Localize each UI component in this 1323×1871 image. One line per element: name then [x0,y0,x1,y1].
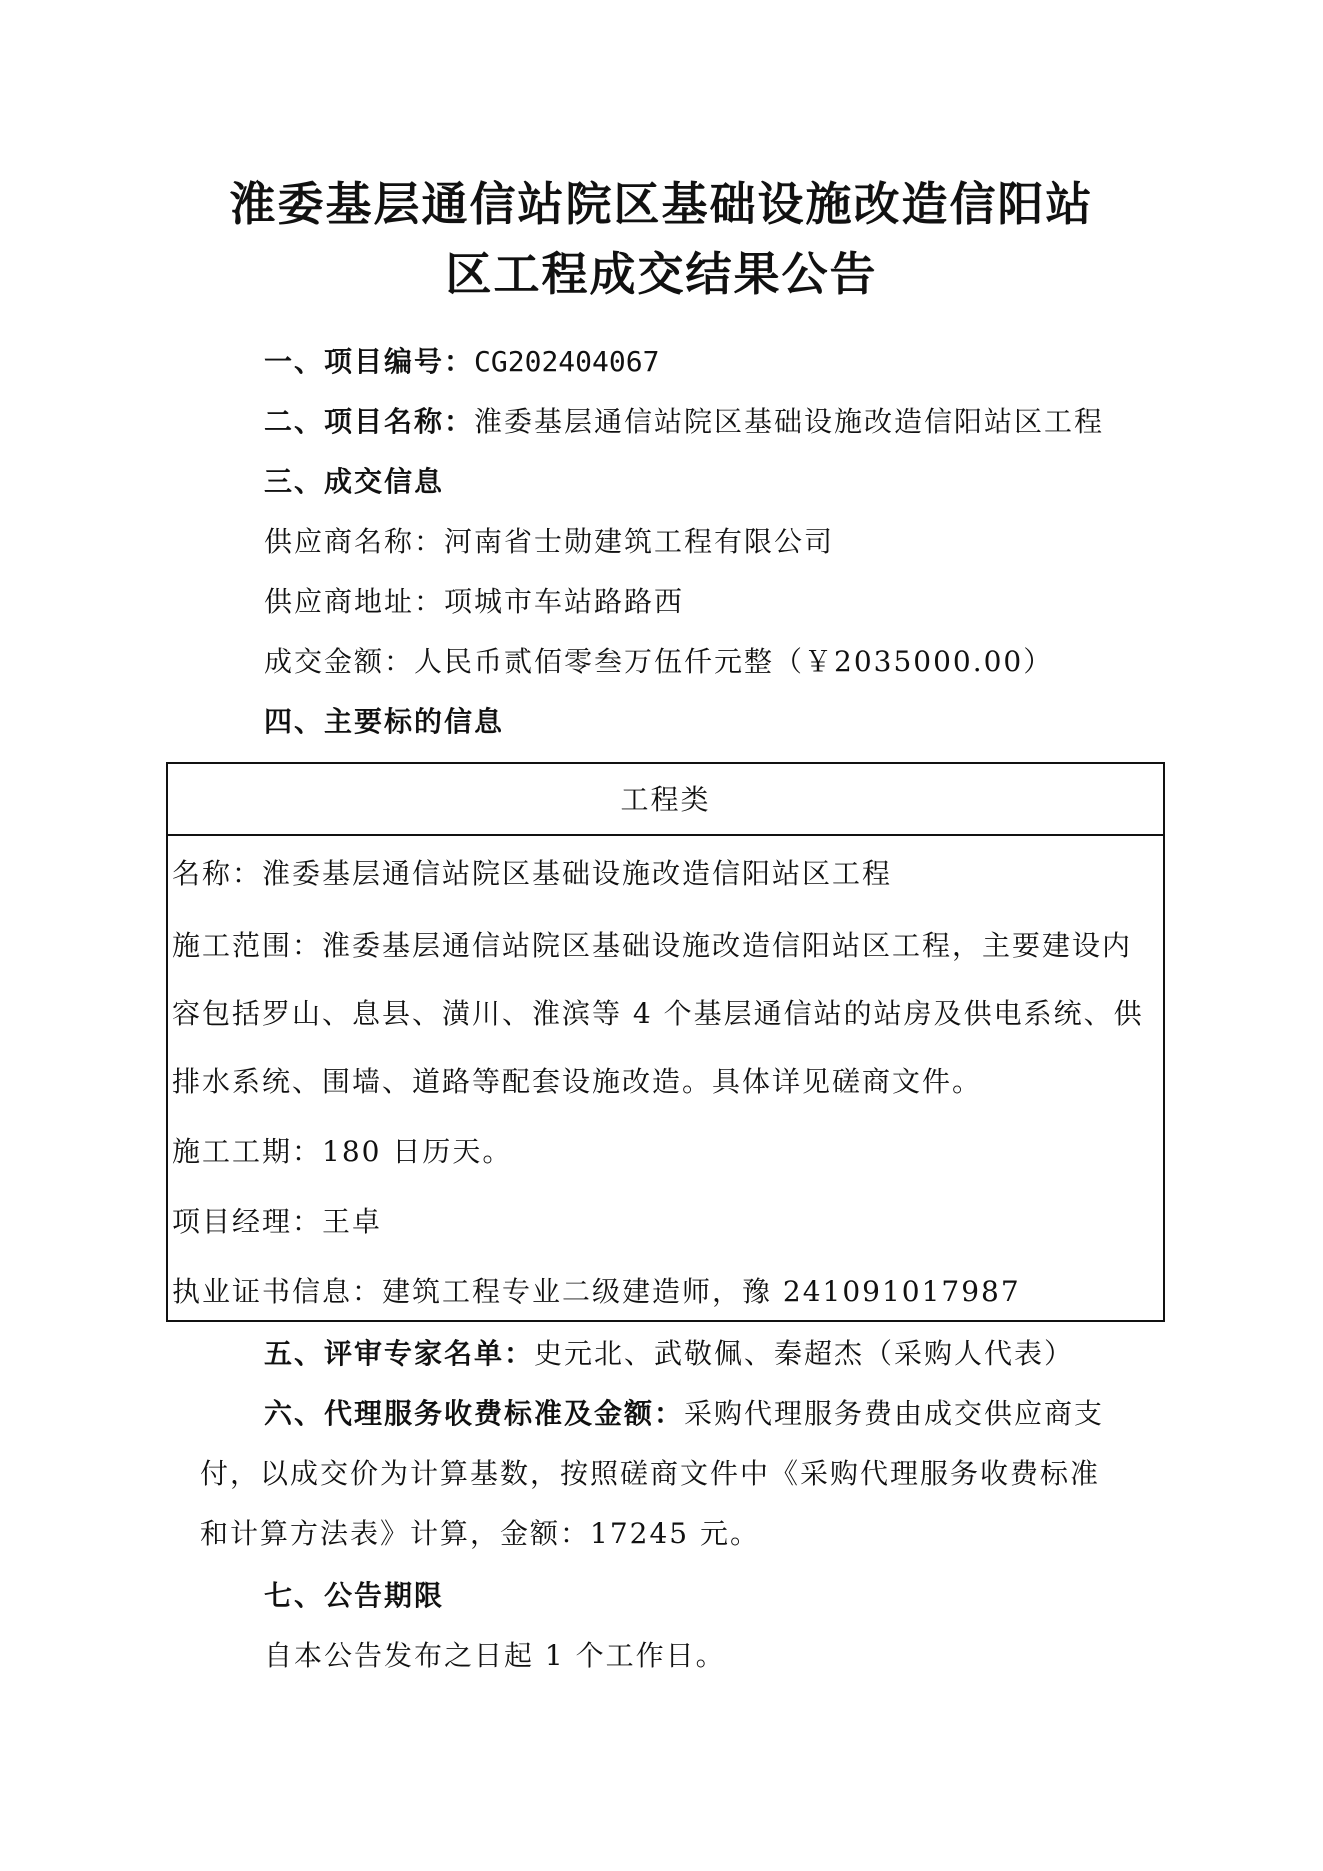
subject-info-table [166,762,1165,1322]
table-row-scope-2: 容包括罗山、息县、潢川、淮滨等 4 个基层通信站的站房及供电系统、供 [172,997,1144,1030]
agency-fee-line-3: 和计算方法表》计算，金额：17245 元。 [200,1517,760,1550]
title-line-1: 淮委基层通信站院区基础设施改造信阳站 [229,177,1094,231]
section-label: 一、项目编号： [264,345,475,378]
section-agency-fee [264,1392,1104,1432]
agency-fee-line-2: 付，以成交价为计算基数，按照磋商文件中《采购代理服务收费标准 [200,1457,1101,1490]
section-notice-period-heading: 七、公告期限 [264,1579,445,1612]
project-name-value: 淮委基层通信站院区基础设施改造信阳站区工程 [474,405,1105,438]
title-line-2: 区工程成交结果公告 [445,247,878,301]
section-label: 二、项目名称： [264,405,475,438]
table-row-name: 名称：淮委基层通信站院区基础设施改造信阳站区工程 [172,857,893,890]
table-row-certificate: 执业证书信息：建筑工程专业二级建造师，豫 241091017987 [172,1275,1021,1308]
table-header: 工程类 [168,764,1163,836]
agency-fee-line-1: 采购代理服务费由成交供应商支 [684,1397,1105,1430]
section-expert-list [264,1332,1074,1372]
section-main-subject-heading: 四、主要标的信息 [264,705,505,738]
supplier-name: 供应商名称：河南省士勋建筑工程有限公司 [264,525,835,558]
table-row-manager: 项目经理：王卓 [172,1205,383,1238]
section-project-name [264,400,1104,440]
notice-period-value: 自本公告发布之日起 1 个工作日。 [264,1639,726,1672]
table-row-period: 施工工期：180 日历天。 [172,1135,513,1168]
expert-list-value: 史元北、武敬佩、秦超杰（采购人代表） [534,1337,1075,1370]
section-project-number [264,340,659,380]
project-number-value: CG202404067 [474,345,660,378]
table-row-scope-1: 施工范围：淮委基层通信站院区基础设施改造信阳站区工程，主要建设内 [172,929,1133,962]
section-label: 五、评审专家名单： [264,1337,535,1370]
section-label: 六、代理服务收费标准及金额： [264,1397,685,1430]
supplier-address: 供应商地址：项城市车站路路西 [264,585,685,618]
deal-amount: 成交金额：人民币贰佰零叁万伍仟元整（￥2035000.00） [264,645,1054,678]
section-deal-info-heading: 三、成交信息 [264,465,445,498]
table-row-scope-3: 排水系统、围墙、道路等配套设施改造。具体详见磋商文件。 [172,1065,983,1098]
